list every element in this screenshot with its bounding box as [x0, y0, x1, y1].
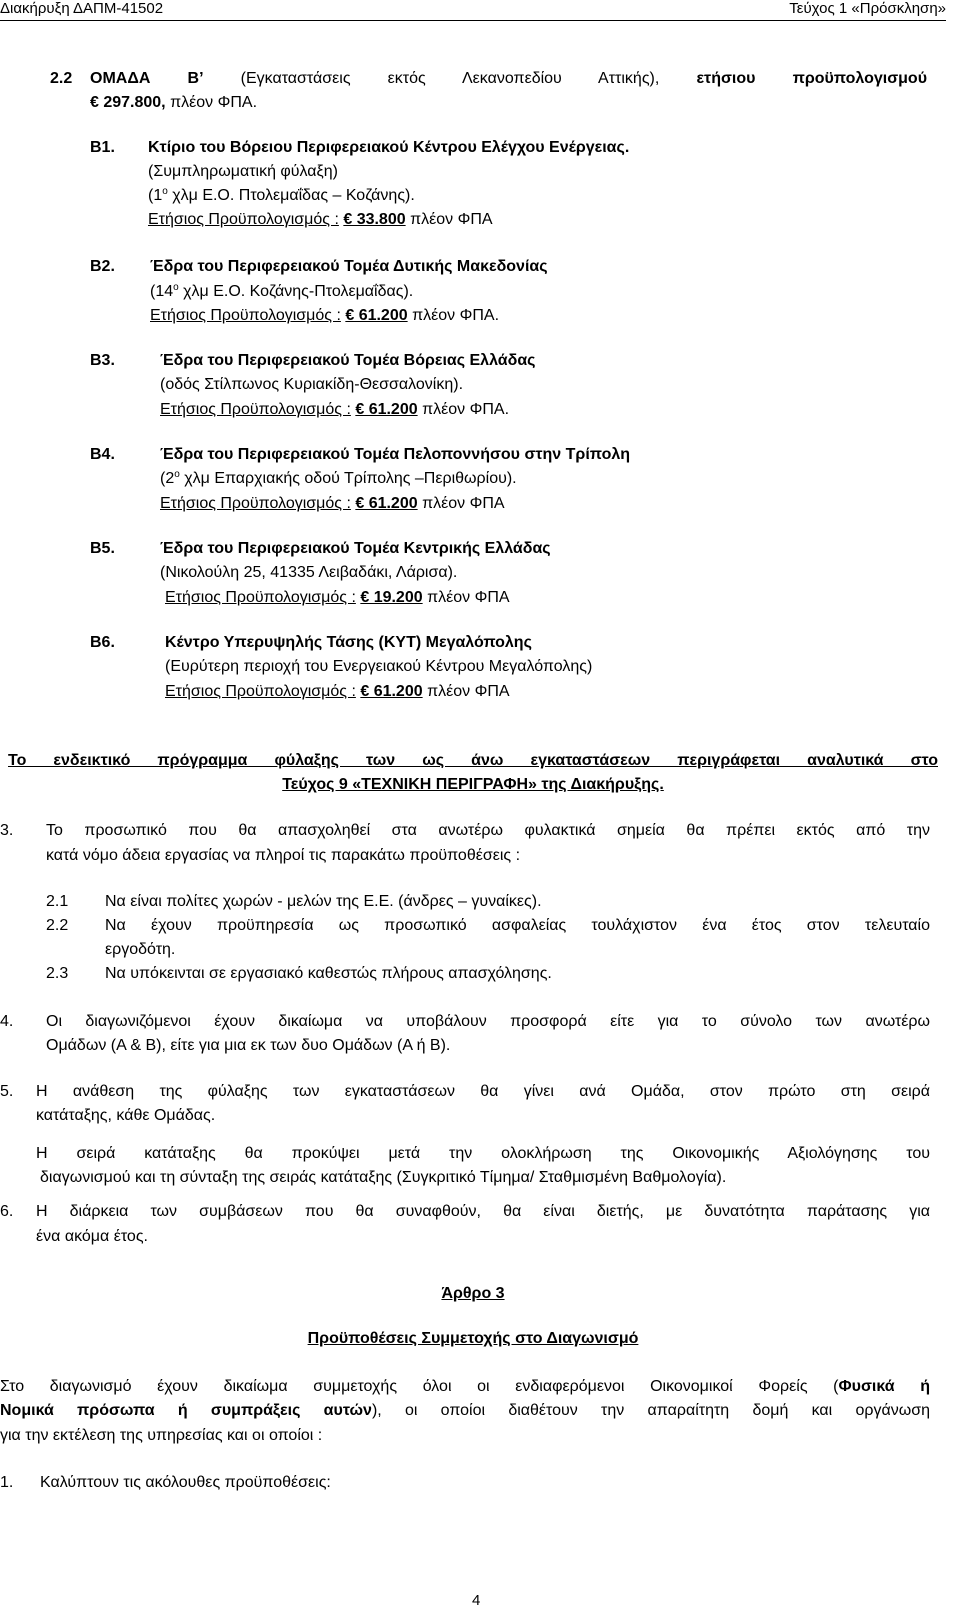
item-b1-budget: Ετήσιος Προϋπολογισμός : € 33.800 πλέον ΦΠΑ: [148, 211, 493, 228]
p4-line2: Ομάδων (Α & Β), είτε για μια εκ των δυο Ομάδων (Α ή Β).: [46, 1037, 451, 1054]
item-b1-line3: ($1^o$ χλμ Ε.Ο. Πτολεμαΐδας – Κοζάνης).: [148, 186, 415, 204]
item1-number: 1.: [0, 1474, 14, 1491]
item-b4-line2: ($2^o$ χλμ Επαρχιακής οδού Τρίπολης –Περιθωρίου).: [160, 469, 517, 487]
item-b5-title: Έδρα του Περιφερειακού Τομέα Κεντρικής Ελλάδας: [160, 540, 551, 557]
item-b2-budget: Ετήσιος Προϋπολογισμός : € 61.200 πλέον ΦΠΑ.: [150, 307, 500, 324]
item-b2-line2: ($14^o$ χλμ Ε.Ο. Κοζάνης-Πτολεμαΐδας).: [150, 282, 414, 300]
p3-sub2-line1: Να έχουν προϋπηρεσία ως προσωπικό ασφαλείας τουλάχιστον ένα έτος στον τελευταίο: [105, 917, 930, 934]
item-b6-label: Β6.: [90, 634, 115, 651]
p6-number: 6.: [0, 1203, 14, 1220]
intro-line3: για την εκτέλεση της υπηρεσίας και οι οποίοι :: [0, 1427, 323, 1444]
item-b1-label: Β1.: [90, 139, 115, 156]
notice-line1: Το ενδεικτικό πρόγραμμα φύλαξης των ως άνω εγκαταστάσεων περιγράφεται αναλυτικά στο: [8, 752, 938, 769]
p3-sub1-number: 2.1: [46, 893, 69, 910]
item-b3-title: Έδρα του Περιφερειακού Τομέα Βόρειας Ελλάδας: [160, 352, 536, 369]
p5-number: 5.: [0, 1083, 14, 1100]
item-b6-title: Κέντρο Υπερυψηλής Τάσης (ΚΥΤ) Μεγαλόπολης: [165, 634, 532, 651]
p3-sub3-text: Να υπόκεινται σε εργασιακό καθεστώς πλήρους απασχόλησης.: [105, 965, 552, 982]
p5-line4: διαγωνισμού και τη σύνταξη της σειράς κατάταξης (Συγκριτικό Τίμημα/ Σταθμισμένη Βαθμολογία).: [40, 1169, 727, 1186]
p3-sub2-line2: εργοδότη.: [105, 941, 176, 958]
section-2-2-line1: ΟΜΑΔΑ Β’ (Εγκαταστάσεις εκτός Λεκανοπεδίου Αττικής), ετήσιου προϋπολογισμού: [90, 70, 928, 87]
header-left: Διακήρυξη ΔΑΠΜ-41502: [0, 0, 164, 17]
p4-line1: Οι διαγωνιζόμενοι έχουν δικαίωμα να υποβάλουν προσφορά είτε για το σύνολο των ανωτέρω: [46, 1013, 930, 1030]
item-b3-line2: (οδός Στίλπωνος Κυριακίδη-Θεσσαλονίκη).: [160, 376, 464, 393]
section-2-2-line2: € 297.800, πλέον ΦΠΑ.: [90, 94, 258, 111]
item-b6-line2: (Ευρύτερη περιοχή του Ενεργειακού Κέντρου Μεγαλόπολης): [165, 658, 593, 675]
article-title: Άρθρο 3: [441, 1285, 505, 1302]
item-b4-title: Έδρα του Περιφερειακού Τομέα Πελοποννήσου στην Τρίπολη: [160, 446, 631, 463]
p3-sub3-number: 2.3: [46, 965, 69, 982]
p3-line2: κατά νόμο άδεια εργασίας να πληροί τις παρακάτω προϋποθέσεις :: [46, 847, 521, 864]
page-number: 4: [472, 1592, 481, 1609]
p5-line3: Η σειρά κατάταξης θα προκύψει μετά την ολοκλήρωση της Οικονομικής Αξιολόγησης του: [36, 1145, 930, 1162]
p5-line2: κατάταξης, κάθε Ομάδας.: [36, 1107, 216, 1124]
p3-line1: Το προσωπικό που θα απασχοληθεί στα ανωτέρω φυλακτικά σημεία θα πρέπει εκτός από την: [46, 822, 930, 839]
item-b2-title: Έδρα του Περιφερειακού Τομέα Δυτικής Μακεδονίας: [150, 258, 548, 275]
intro-line1: Στο διαγωνισμό έχουν δικαίωμα συμμετοχής όλοι οι ενδιαφερόμενοι Οικονομικοί Φορείς (Φυσικά ή: [0, 1378, 931, 1395]
item-b6-budget: Ετήσιος Προϋπολογισμός : € 61.200 πλέον ΦΠΑ: [165, 683, 510, 700]
item-b4-budget: Ετήσιος Προϋπολογισμός : € 61.200 πλέον ΦΠΑ: [160, 495, 505, 512]
p6-line2: ένα ακόμα έτος.: [36, 1228, 148, 1245]
header-right: Τεύχος 1 «Πρόσκληση»: [789, 0, 946, 17]
intro-line2: Νομικά πρόσωπα ή συμπράξεις αυτών), οι οποίοι διαθέτουν την απαραίτητη δομή και οργάνωση: [0, 1402, 930, 1419]
p6-line1: Η διάρκεια των συμβάσεων που θα συναφθούν, θα είναι διετής, με δυνατότητα παράτασης για: [36, 1203, 930, 1220]
item-b5-line2: (Νικολούλη 25, 41335 Λειβαδάκι, Λάρισα).: [160, 564, 458, 581]
item-b4-label: Β4.: [90, 446, 115, 463]
item-b3-budget: Ετήσιος Προϋπολογισμός : € 61.200 πλέον ΦΠΑ.: [160, 401, 510, 418]
header-divider: [0, 20, 946, 21]
item1-text: Καλύπτουν τις ακόλουθες προϋποθέσεις:: [40, 1474, 331, 1491]
item-b1-title: Κτίριο του Βόρειου Περιφερειακού Κέντρου Ελέγχου Ενέργειας.: [148, 139, 630, 156]
section-2-2-number: 2.2: [50, 70, 73, 87]
p3-sub2-number: 2.2: [46, 917, 69, 934]
p3-number: 3.: [0, 822, 14, 839]
p3-sub1-text: Να είναι πολίτες χωρών - μελών της Ε.Ε. (άνδρες – γυναίκες).: [105, 893, 542, 910]
item-b2-label: Β2.: [90, 258, 115, 275]
item-b5-label: Β5.: [90, 540, 115, 557]
notice-line2: Τεύχος 9 «ΤΕΧΝΙΚΗ ΠΕΡΙΓΡΑΦΗ» της Διακήρυξης.: [282, 776, 664, 793]
article-subtitle: Προϋποθέσεις Συμμετοχής στο Διαγωνισμό: [307, 1330, 639, 1347]
item-b3-label: Β3.: [90, 352, 115, 369]
item-b1-line2: (Συμπληρωματική φύλαξη): [148, 163, 338, 180]
p5-line1: Η ανάθεση της φύλαξης των εγκαταστάσεων θα γίνει ανά Ομάδα, στον πρώτο στη σειρά: [36, 1083, 930, 1100]
item-b5-budget: Ετήσιος Προϋπολογισμός : € 19.200 πλέον ΦΠΑ: [165, 589, 510, 606]
p4-number: 4.: [0, 1013, 14, 1030]
